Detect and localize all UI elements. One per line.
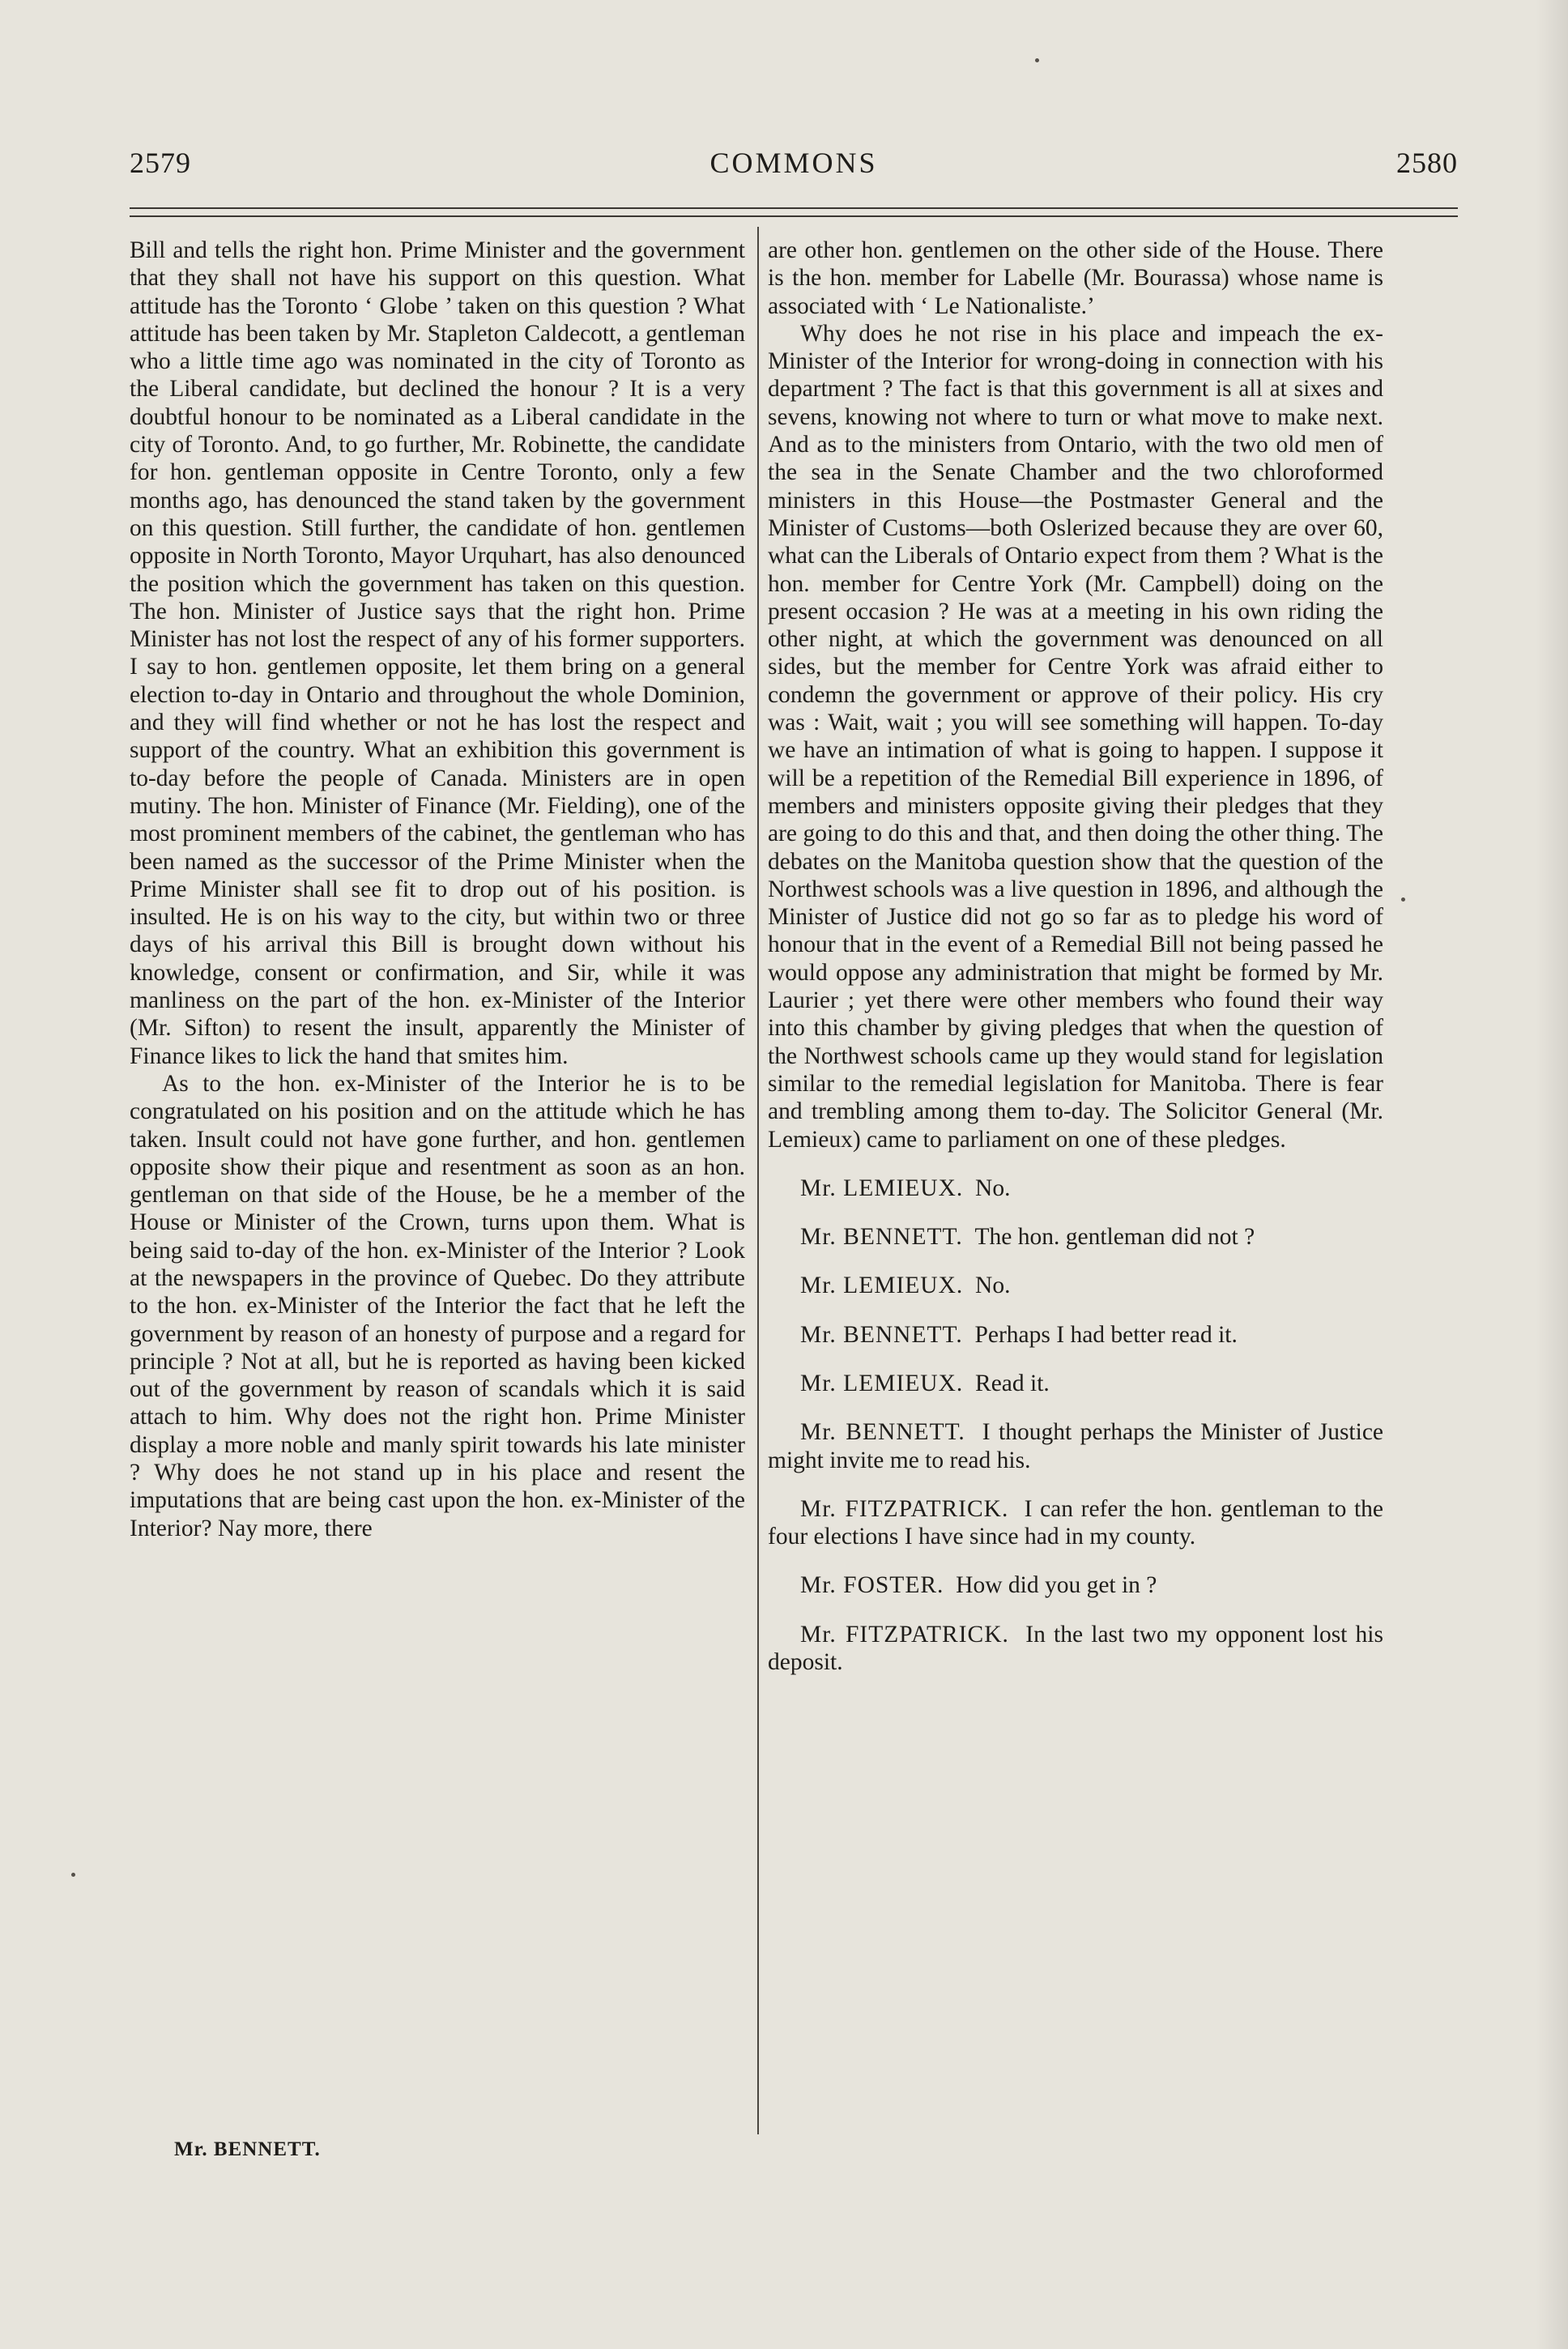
speech-text: I thought perhaps the Minister of Justice might invite me to read his. — [768, 1419, 1384, 1473]
speech-text: No. — [975, 1273, 1011, 1299]
speech-4 — [768, 1321, 1383, 1349]
column-divider — [757, 227, 759, 2134]
page-header — [130, 146, 1458, 194]
speech-7 — [768, 1495, 1383, 1551]
paper-speck — [1401, 897, 1405, 902]
right-paragraph-1: are other hon. gentlemen on the other side of the House. There is the hon. member for Labelle (Mr. Bourassa) whose name is associated with ‘ Le Nationaliste.’ — [768, 237, 1383, 319]
speaker-name: Mr. LEMIEUX. — [800, 1273, 964, 1299]
speaker-name: Mr. LEMIEUX. — [800, 1370, 964, 1396]
right-column — [768, 237, 1383, 1676]
speech-text: The hon. gentleman did not ? — [974, 1224, 1255, 1251]
left-paragraph-2: As to the hon. ex-Minister of the Interior he is to be congratulated on his position and on the attitude which he has taken. Insult could not have gone further, and hon. gentlemen opposite show their pique and resentment as soon as an hon. gentleman on that side of the House, be he a member of the House or Minister of the Crown, turns upon them. What is being said to-day of the hon. ex-Minister of the Interior ? Look at the newspapers in the province of Quebec. Do they attribute to the hon. ex-Minister of the Interior the fact that he left the government by reason of an honesty of purpose and a regard for principle ? Not at all, but he is reported as having been kicked out of the government by reason of scandals which it is said attach to him. Why does not the right hon. Prime Minister display a more noble and manly spirit towards his late minister ? Why does he not stand up in his place and resent the imputations that are being cast upon the hon. ex-Minister of the Interior? Nay more, there — [130, 1070, 745, 1541]
speech-text: I can refer the hon. gentleman to the four elections I have since had in my county. — [768, 1495, 1383, 1550]
speaker-name: Mr. FOSTER. — [800, 1572, 944, 1599]
page-number-left: 2579 — [130, 147, 191, 179]
speaker-name: Mr. BENNETT. — [800, 1321, 963, 1348]
speech-1 — [768, 1174, 1383, 1202]
right-paragraph-2: Why does he not rise in his place and impeach the ex-Minister of the Interior for wrong-doing in connection with his department ? The fact is that this government is all at sixes and sevens, knowing not where to turn or what move to make next. And as to the ministers from Ontario, with the two old men of the sea in the Senate Chamber and the two chloroformed ministers in this House—the Postmaster General and the Minister of Customs—both Oslerized because they are over 60, what can the Liberals of Ontario expect from them ? What is the hon. member for Centre York (Mr. Campbell) doing on the present occasion ? He was at a meeting in his own riding the other night, at which the government was denounced on all sides, but the member for Centre York was afraid either to condemn the government or approve of their policy. His cry was : Wait, wait ; you will see something will happen. To-day we have an intimation of what is going to happen. I suppose it will be a repetition of the Remedial Bill experience in 1896, of members and ministers opposite giving their pledges that they are going to do this and that, and then doing the other thing. The debates on the Manitoba question show that the question of the Northwest schools was a live question in 1896, and although the Minister of Justice did not go so far as to pledge his word of honour that in the event of a Remedial Bill not being passed he would oppose any administration that might be formed by Mr. Laurier ; yet there were other members who found their way into this chamber by giving pledges that when the question of the Northwest schools came up they would stand for legislation similar to the remedial legislation for Manitoba. There is fear and trembling among them to-day. The Solicitor General (Mr. Lemieux) came to parliament on one of these pledges. — [768, 320, 1383, 1153]
speaker-name: Mr. LEMIEUX. — [800, 1174, 964, 1201]
paper-speck — [71, 1873, 75, 1877]
speech-2 — [768, 1223, 1383, 1251]
speech-text: Perhaps I had better read it. — [974, 1321, 1238, 1348]
left-paragraph-1: Bill and tells the right hon. Prime Minister and the government that they shall not have his support on this question. What attitude has the Toronto ‘ Globe ’ taken on this question ? What attitude has been taken by Mr. Stapleton Caldecott, a gentleman who a little time ago was nominated in the city of Toronto as the Liberal candidate, but declined the honour ? It is a very doubtful honour to be nominated as a Liberal candidate in the city of Toronto. And, to go further, Mr. Robinette, the candidate for hon. gentleman opposite in Centre Toronto, only a few months ago, has denounced the stand taken by the government on this question. Still further, the candidate of hon. gentlemen opposite in North Toronto, Mayor Urquhart, has also denounced the position which the government has taken on this question. The hon. Minister of Justice says that the right hon. Prime Minister has not lost the respect of any of his former supporters. I say to hon. gentlemen opposite, let them bring on a general election to-day in Ontario and throughout the whole Dominion, and they will find whether or not he has lost the respect and support of the country. What an exhibition this government is to-day before the people of Canada. Ministers are in open mutiny. The hon. Minister of Finance (Mr. Fielding), one of the most prominent members of the cabinet, the gentleman who has been named as the successor of the Prime Minister when the Prime Minister shall see fit to drop out of his position. is insulted. He is on his way to the city, but within two or three days of his arrival this Bill is brought down without his knowledge, consent or confirmation, and Sir, while it was manliness on the part of the hon. ex-Minister of the Interior (Mr. Sifton) to resent the insult, apparently the Minister of Finance likes to lick the hand that smites him. — [130, 237, 745, 1069]
page-edge-shadow — [1536, 0, 1568, 2349]
speaker-name: Mr. BENNETT. — [800, 1419, 965, 1446]
page-title: COMMONS — [709, 147, 878, 179]
speech-5 — [768, 1370, 1383, 1397]
speech-text: How did you get in ? — [956, 1572, 1157, 1599]
header-rule-bottom — [130, 215, 1458, 217]
speech-text: Read it. — [975, 1370, 1050, 1396]
speaker-name: Mr. BENNETT. — [800, 1224, 963, 1251]
left-column — [130, 237, 745, 1542]
speaker-name: Mr. FITZPATRICK. — [800, 1495, 1009, 1522]
speech-text: In the last two my opponent lost his deposit. — [768, 1621, 1383, 1676]
speech-text: No. — [975, 1174, 1011, 1201]
running-footer: Mr. BENNETT. — [174, 2138, 321, 2160]
speech-6 — [768, 1418, 1383, 1474]
speaker-name: Mr. FITZPATRICK. — [800, 1621, 1009, 1648]
speech-8 — [768, 1571, 1383, 1599]
speech-9 — [768, 1621, 1383, 1677]
paper-speck — [1035, 58, 1039, 62]
speech-3 — [768, 1272, 1383, 1299]
header-rule-top — [130, 207, 1458, 209]
page-number-right: 2580 — [1396, 147, 1458, 179]
